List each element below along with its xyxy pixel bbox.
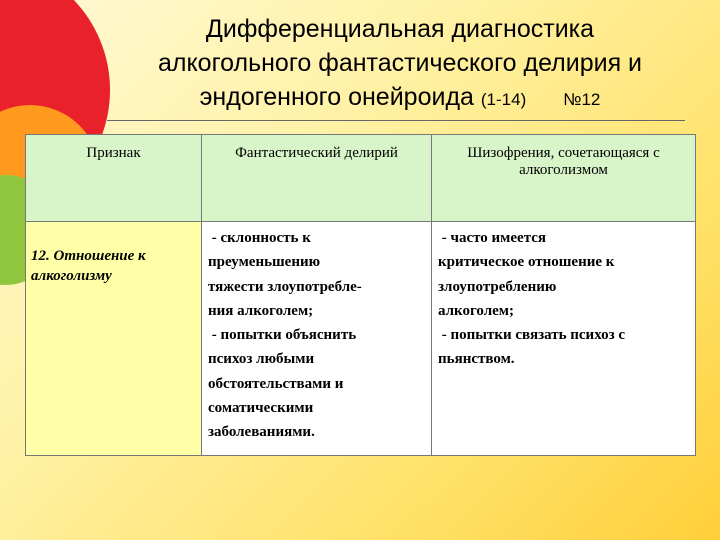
title-range: (1-14) xyxy=(480,90,527,109)
title-divider xyxy=(107,120,685,121)
title-line-1: Дифференциальная диагностика xyxy=(205,15,595,43)
table-row xyxy=(26,222,696,456)
header-delirium: Фантастический делирий xyxy=(202,135,432,222)
title-line-3 xyxy=(110,80,690,117)
header-sign: Признак xyxy=(26,135,202,222)
title-line-2: алкогольного фантастического делирия и xyxy=(157,49,643,77)
cell-schizophrenia: - часто имеется критическое отношение к злоупотреблению алкоголем; - попытки связать психоз с пьянством. xyxy=(432,222,696,456)
slide-title xyxy=(110,12,690,117)
table-header-row xyxy=(26,135,696,222)
cell-delirium: - склонность к преуменьшению тяжести злоупотребле- ния алкоголем; - попытки объяснить психоз любыми обстоятельствами и соматическими заболеваниями. xyxy=(202,222,432,456)
header-schizophrenia: Шизофрения, сочетающаяся с алкоголизмом xyxy=(432,135,696,222)
slide-number: №12 xyxy=(563,90,601,109)
cell-sign: 12. Отношение к алкоголизму xyxy=(26,222,202,456)
title-line-3-main: эндогенного онейроида xyxy=(199,83,474,111)
comparison-table xyxy=(25,134,696,456)
